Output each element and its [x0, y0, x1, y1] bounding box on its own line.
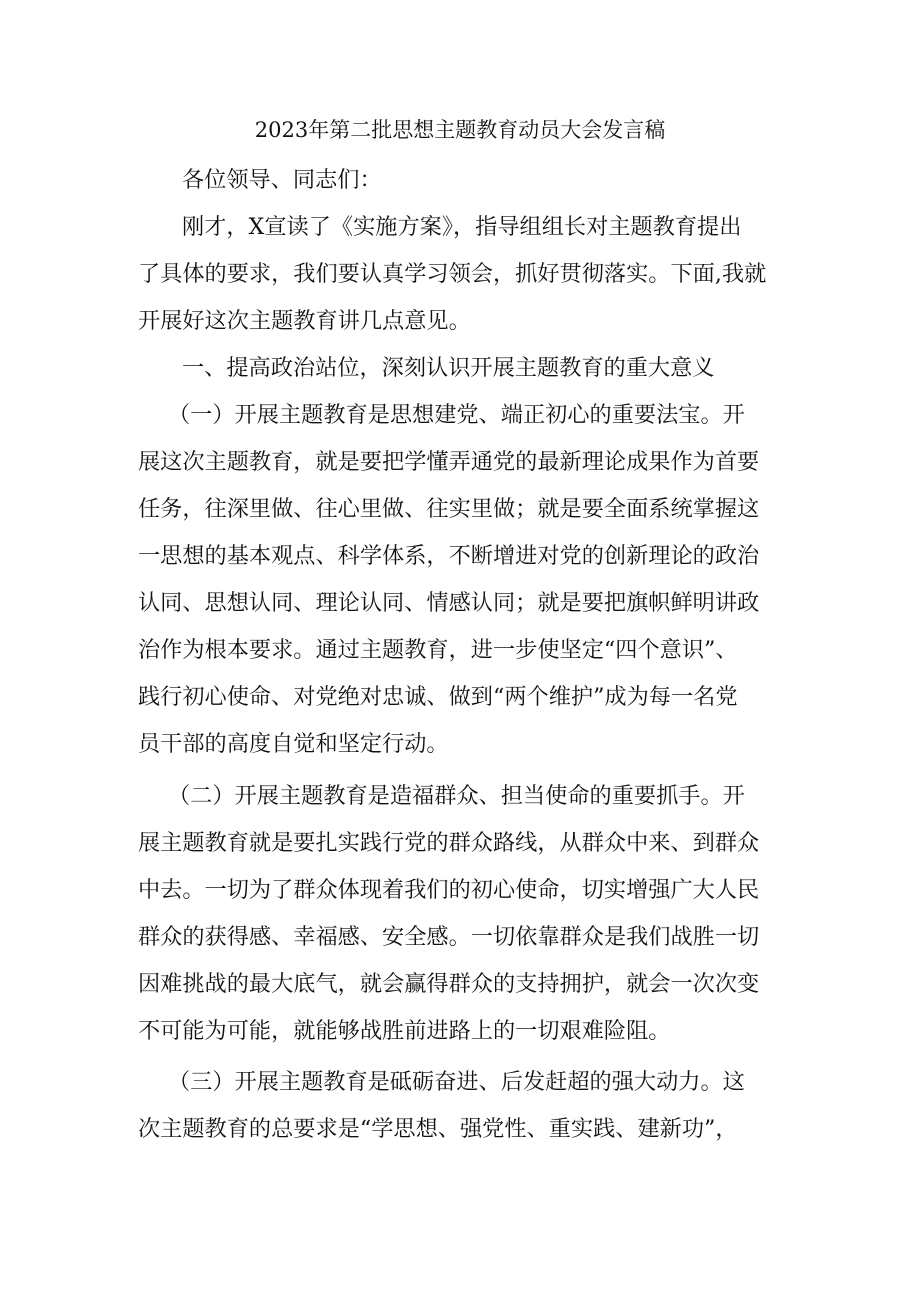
paragraph-3-line-3: 中去。一切为了群众体现着我们的初心使命，切实增强广大人民: [138, 877, 760, 903]
paragraph-2-line-4: 一思想的基本观点、科学体系，不断增进对党的创新理论的政治: [138, 543, 760, 569]
paragraph-1-line-1: 刚才，X宣读了《实施方案》，指导组组长对主题教育提出: [182, 214, 742, 240]
paragraph-3-line-5: 因难挑战的最大底气，就会赢得群众的支持拥护，就会一次次变: [138, 971, 760, 997]
paragraph-3-line-2: 展主题教育就是要扎实践行党的群众路线，从群众中来、到群众: [138, 830, 760, 856]
salutation: 各位领导、同志们：: [182, 167, 382, 193]
paragraph-3-line-6: 不可能为可能，就能够战胜前进路上的一切艰难险阻。: [138, 1018, 671, 1044]
paragraph-2-line-3: 任务，往深里做、往心里做、往实里做；就是要全面系统掌握这: [138, 496, 760, 522]
paragraph-2-line-7: 践行初心使命、对党绝对忠诚、做到“两个维护”成为每一名党: [138, 684, 738, 710]
document-title: 2023年第二批思想主题教育动员大会发言稿: [254, 118, 666, 142]
paragraph-3-line-4: 群众的获得感、幸福感、安全感。一切依靠群众是我们战胜一切: [138, 924, 760, 950]
paragraph-3-line-1: （二）开展主题教育是造福群众、担当使命的重要抓手。开: [168, 783, 745, 809]
paragraph-2-line-1: （一）开展主题教育是思想建党、端正初心的重要法宝。开: [168, 402, 745, 428]
paragraph-2-line-5: 认同、思想认同、理论认同、情感认同；就是要把旗帜鲜明讲政: [138, 590, 760, 616]
paragraph-4-line-1: （三）开展主题教育是砥砺奋进、后发赶超的强大动力。这: [168, 1069, 745, 1095]
section-heading-1: 一、提高政治站位，深刻认识开展主题教育的重大意义: [182, 355, 715, 381]
paragraph-2-line-6: 治作为根本要求。通过主题教育，进一步使坚定“四个意识”、: [138, 637, 738, 663]
paragraph-1-line-2: 了具体的要求，我们要认真学习领会，抓好贯彻落实。下面,我就: [138, 261, 767, 287]
paragraph-2-line-8: 员干部的高度自觉和坚定行动。: [138, 731, 449, 757]
paragraph-1-line-3: 开展好这次主题教育讲几点意见。: [138, 308, 471, 334]
paragraph-2-line-2: 展这次主题教育，就是要把学懂弄通党的最新理论成果作为首要: [138, 449, 760, 475]
paragraph-4-line-2: 次主题教育的总要求是“学思想、强党性、重实践、建新功”，: [138, 1116, 738, 1142]
